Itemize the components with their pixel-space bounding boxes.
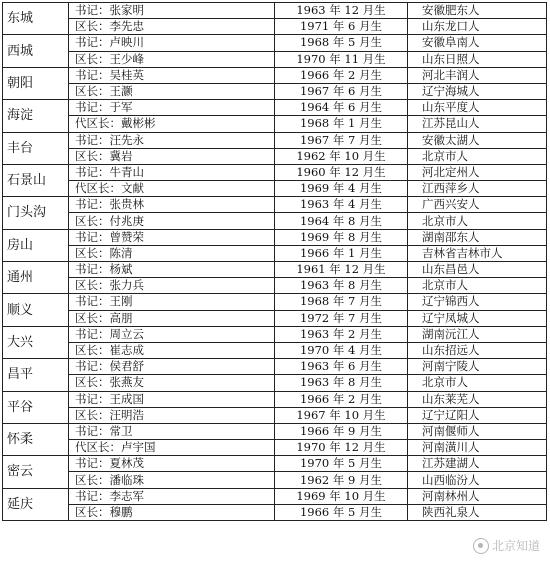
official-name: 文献 bbox=[121, 181, 144, 196]
origin-cell: 山东莱芜人 bbox=[408, 391, 547, 407]
position-cell bbox=[69, 245, 275, 261]
birth-cell: 1967 年 7 月生 bbox=[275, 132, 408, 148]
official-name: 张力兵 bbox=[109, 278, 144, 293]
position-title: 书记： bbox=[75, 488, 110, 503]
district-cell: 怀柔 bbox=[3, 423, 69, 455]
official-name: 付兆庚 bbox=[109, 213, 144, 228]
birth-cell: 1964 年 6 月生 bbox=[275, 100, 408, 116]
birth-cell: 1962 年 9 月生 bbox=[275, 472, 408, 488]
table-row bbox=[3, 116, 547, 132]
origin-cell: 河南潢川人 bbox=[408, 440, 547, 456]
table-row bbox=[3, 19, 547, 35]
position-title: 书记： bbox=[75, 326, 110, 341]
position-cell bbox=[69, 310, 275, 326]
origin-cell: 安徽阜南人 bbox=[408, 35, 547, 51]
position-cell bbox=[69, 132, 275, 148]
position-cell bbox=[69, 181, 275, 197]
position-cell bbox=[69, 359, 275, 375]
birth-cell: 1969 年 8 月生 bbox=[275, 229, 408, 245]
origin-cell: 山东日照人 bbox=[408, 51, 547, 67]
birth-cell: 1968 年 7 月生 bbox=[275, 294, 408, 310]
position-title: 书记： bbox=[75, 359, 110, 374]
table-row bbox=[3, 3, 547, 19]
position-cell bbox=[69, 262, 275, 278]
official-name: 王灏 bbox=[109, 84, 133, 99]
table-row bbox=[3, 164, 547, 180]
official-name: 潘临珠 bbox=[109, 472, 144, 487]
district-cell: 丰台 bbox=[3, 132, 69, 164]
table-row bbox=[3, 407, 547, 423]
table-row bbox=[3, 35, 547, 51]
official-name: 吴桂英 bbox=[109, 67, 144, 82]
birth-cell: 1962 年 10 月生 bbox=[275, 148, 408, 164]
position-title: 书记： bbox=[75, 229, 110, 244]
official-name: 杨斌 bbox=[109, 262, 133, 277]
official-name: 汪明浩 bbox=[109, 407, 144, 422]
position-title: 书记： bbox=[75, 391, 110, 406]
official-name: 张燕友 bbox=[109, 375, 144, 390]
birth-cell: 1970 年 11 月生 bbox=[275, 51, 408, 67]
table-row bbox=[3, 213, 547, 229]
origin-cell: 河南偃师人 bbox=[408, 423, 547, 439]
table-row bbox=[3, 375, 547, 391]
birth-cell: 1970 年 5 月生 bbox=[275, 456, 408, 472]
origin-cell: 陕西礼泉人 bbox=[408, 504, 547, 520]
watermark bbox=[473, 537, 540, 554]
official-name: 高朋 bbox=[109, 310, 133, 325]
position-title: 区长： bbox=[75, 472, 110, 487]
district-cell: 西城 bbox=[3, 35, 69, 67]
position-title: 区长： bbox=[75, 504, 110, 519]
official-name: 戴彬彬 bbox=[121, 116, 156, 131]
position-title: 区长： bbox=[75, 310, 110, 325]
origin-cell: 河北丰润人 bbox=[408, 67, 547, 83]
table-row bbox=[3, 440, 547, 456]
official-name: 周立云 bbox=[109, 326, 144, 341]
origin-cell: 湖南邵东人 bbox=[408, 229, 547, 245]
position-title: 书记： bbox=[75, 197, 110, 212]
table-row bbox=[3, 488, 547, 504]
position-title: 书记： bbox=[75, 262, 110, 277]
table-row bbox=[3, 51, 547, 67]
origin-cell: 山西临汾人 bbox=[408, 472, 547, 488]
district-cell: 海淀 bbox=[3, 100, 69, 132]
position-title: 区长： bbox=[75, 51, 110, 66]
position-cell bbox=[69, 423, 275, 439]
birth-cell: 1963 年 8 月生 bbox=[275, 278, 408, 294]
table-row bbox=[3, 310, 547, 326]
chat-bubble-icon bbox=[473, 538, 489, 554]
district-cell: 通州 bbox=[3, 262, 69, 294]
origin-cell: 辽宁辽阳人 bbox=[408, 407, 547, 423]
position-title: 区长： bbox=[75, 407, 110, 422]
origin-cell: 广西兴安人 bbox=[408, 197, 547, 213]
official-name: 曾赞荣 bbox=[109, 229, 144, 244]
birth-cell: 1963 年 12 月生 bbox=[275, 3, 408, 19]
table-row bbox=[3, 181, 547, 197]
official-name: 王少峰 bbox=[109, 51, 144, 66]
position-cell bbox=[69, 116, 275, 132]
table-row bbox=[3, 197, 547, 213]
official-name: 张家明 bbox=[109, 3, 144, 18]
origin-cell: 北京市人 bbox=[408, 213, 547, 229]
origin-cell: 北京市人 bbox=[408, 375, 547, 391]
table-row bbox=[3, 456, 547, 472]
position-title: 书记： bbox=[75, 132, 110, 147]
district-cell: 密云 bbox=[3, 456, 69, 488]
birth-cell: 1963 年 6 月生 bbox=[275, 359, 408, 375]
birth-cell: 1968 年 5 月生 bbox=[275, 35, 408, 51]
birth-cell: 1963 年 8 月生 bbox=[275, 375, 408, 391]
position-title: 书记： bbox=[75, 100, 110, 115]
origin-cell: 江苏昆山人 bbox=[408, 116, 547, 132]
position-cell bbox=[69, 504, 275, 520]
table-row bbox=[3, 100, 547, 116]
table-row bbox=[3, 148, 547, 164]
origin-cell: 安徽肥东人 bbox=[408, 3, 547, 19]
official-name: 卢宇国 bbox=[121, 440, 156, 455]
position-cell bbox=[69, 19, 275, 35]
birth-cell: 1964 年 8 月生 bbox=[275, 213, 408, 229]
position-cell bbox=[69, 164, 275, 180]
district-cell: 门头沟 bbox=[3, 197, 69, 229]
origin-cell: 山东招远人 bbox=[408, 342, 547, 358]
district-cell: 东城 bbox=[3, 3, 69, 35]
position-title: 区长： bbox=[75, 375, 110, 390]
origin-cell: 河南林州人 bbox=[408, 488, 547, 504]
birth-cell: 1969 年 10 月生 bbox=[275, 488, 408, 504]
origin-cell: 北京市人 bbox=[408, 148, 547, 164]
table-row bbox=[3, 67, 547, 83]
position-title: 区长： bbox=[75, 278, 110, 293]
district-cell: 昌平 bbox=[3, 359, 69, 391]
district-cell: 顺义 bbox=[3, 294, 69, 326]
origin-cell: 山东龙口人 bbox=[408, 19, 547, 35]
position-title: 区长： bbox=[75, 343, 110, 358]
position-cell bbox=[69, 83, 275, 99]
origin-cell: 辽宁凤城人 bbox=[408, 310, 547, 326]
origin-cell: 河北定州人 bbox=[408, 164, 547, 180]
position-cell bbox=[69, 197, 275, 213]
position-cell bbox=[69, 472, 275, 488]
position-cell bbox=[69, 456, 275, 472]
table-row bbox=[3, 245, 547, 261]
birth-cell: 1972 年 7 月生 bbox=[275, 310, 408, 326]
position-cell bbox=[69, 375, 275, 391]
official-name: 崔志成 bbox=[109, 343, 144, 358]
table-row bbox=[3, 83, 547, 99]
official-name: 王成国 bbox=[109, 391, 144, 406]
origin-cell: 山东平度人 bbox=[408, 100, 547, 116]
table-row bbox=[3, 132, 547, 148]
position-cell bbox=[69, 278, 275, 294]
birth-cell: 1963 年 4 月生 bbox=[275, 197, 408, 213]
table-row bbox=[3, 359, 547, 375]
table-row bbox=[3, 423, 547, 439]
official-name: 冀岩 bbox=[109, 148, 133, 163]
position-cell bbox=[69, 440, 275, 456]
origin-cell: 安徽太湖人 bbox=[408, 132, 547, 148]
position-cell bbox=[69, 294, 275, 310]
position-cell bbox=[69, 51, 275, 67]
position-title: 区长： bbox=[75, 84, 110, 99]
birth-cell: 1967 年 10 月生 bbox=[275, 407, 408, 423]
position-cell bbox=[69, 488, 275, 504]
position-title: 书记： bbox=[75, 67, 110, 82]
official-name: 王刚 bbox=[109, 294, 133, 309]
origin-cell: 湖南沅江人 bbox=[408, 326, 547, 342]
table-row bbox=[3, 472, 547, 488]
origin-cell: 山东昌邑人 bbox=[408, 262, 547, 278]
district-cell: 平谷 bbox=[3, 391, 69, 423]
position-cell bbox=[69, 229, 275, 245]
position-cell bbox=[69, 326, 275, 342]
birth-cell: 1966 年 2 月生 bbox=[275, 67, 408, 83]
table-row bbox=[3, 504, 547, 520]
position-cell bbox=[69, 342, 275, 358]
district-cell: 朝阳 bbox=[3, 67, 69, 99]
birth-cell: 1961 年 12 月生 bbox=[275, 262, 408, 278]
table-row bbox=[3, 229, 547, 245]
birth-cell: 1970 年 4 月生 bbox=[275, 342, 408, 358]
birth-cell: 1969 年 4 月生 bbox=[275, 181, 408, 197]
table-row bbox=[3, 262, 547, 278]
district-cell: 房山 bbox=[3, 229, 69, 261]
origin-cell: 辽宁海城人 bbox=[408, 83, 547, 99]
origin-cell: 江苏建湖人 bbox=[408, 456, 547, 472]
official-name: 李志军 bbox=[109, 488, 144, 503]
birth-cell: 1971 年 6 月生 bbox=[275, 19, 408, 35]
position-cell bbox=[69, 213, 275, 229]
district-cell: 石景山 bbox=[3, 164, 69, 196]
official-name: 侯君舒 bbox=[109, 359, 144, 374]
position-cell bbox=[69, 67, 275, 83]
birth-cell: 1967 年 6 月生 bbox=[275, 83, 408, 99]
official-name: 陈清 bbox=[109, 245, 133, 260]
official-name: 汪先永 bbox=[109, 132, 144, 147]
position-title: 书记： bbox=[75, 456, 110, 471]
position-cell bbox=[69, 35, 275, 51]
table-row bbox=[3, 294, 547, 310]
position-title: 区长： bbox=[75, 245, 110, 260]
table-row bbox=[3, 342, 547, 358]
official-name: 于军 bbox=[109, 100, 133, 115]
birth-cell: 1966 年 2 月生 bbox=[275, 391, 408, 407]
district-cell: 大兴 bbox=[3, 326, 69, 358]
official-name: 常卫 bbox=[109, 423, 133, 438]
watermark-text: 北京知道 bbox=[491, 539, 540, 553]
birth-cell: 1966 年 9 月生 bbox=[275, 423, 408, 439]
birth-cell: 1966 年 1 月生 bbox=[275, 245, 408, 261]
birth-cell: 1963 年 2 月生 bbox=[275, 326, 408, 342]
table-row bbox=[3, 326, 547, 342]
table-row bbox=[3, 278, 547, 294]
position-title: 书记： bbox=[75, 35, 110, 50]
position-title: 书记： bbox=[75, 423, 110, 438]
official-name: 夏林茂 bbox=[109, 456, 144, 471]
origin-cell: 北京市人 bbox=[408, 278, 547, 294]
official-name: 李先忠 bbox=[109, 19, 144, 34]
origin-cell: 河南宁陵人 bbox=[408, 359, 547, 375]
birth-cell: 1966 年 5 月生 bbox=[275, 504, 408, 520]
table-body bbox=[3, 3, 547, 521]
position-title: 区长： bbox=[75, 213, 110, 228]
position-cell bbox=[69, 3, 275, 19]
official-name: 牛青山 bbox=[109, 164, 144, 179]
position-title: 区长： bbox=[75, 148, 110, 163]
official-name: 卢映川 bbox=[109, 35, 144, 50]
table-row bbox=[3, 391, 547, 407]
district-cell: 延庆 bbox=[3, 488, 69, 520]
position-title: 书记： bbox=[75, 294, 110, 309]
official-name: 张贵林 bbox=[109, 197, 144, 212]
position-title: 代区长： bbox=[75, 181, 121, 196]
origin-cell: 吉林省吉林市人 bbox=[408, 245, 547, 261]
position-title: 代区长： bbox=[75, 116, 121, 131]
position-cell bbox=[69, 407, 275, 423]
birth-cell: 1970 年 12 月生 bbox=[275, 440, 408, 456]
position-cell bbox=[69, 148, 275, 164]
officials-table bbox=[2, 2, 547, 521]
position-title: 代区长： bbox=[75, 440, 121, 455]
position-cell bbox=[69, 391, 275, 407]
position-title: 书记： bbox=[75, 164, 110, 179]
position-title: 区长： bbox=[75, 19, 110, 34]
official-name: 穆鹏 bbox=[109, 504, 133, 519]
position-cell bbox=[69, 100, 275, 116]
birth-cell: 1960 年 12 月生 bbox=[275, 164, 408, 180]
position-title: 书记： bbox=[75, 3, 110, 18]
origin-cell: 江西萍乡人 bbox=[408, 181, 547, 197]
birth-cell: 1968 年 1 月生 bbox=[275, 116, 408, 132]
origin-cell: 辽宁锦西人 bbox=[408, 294, 547, 310]
